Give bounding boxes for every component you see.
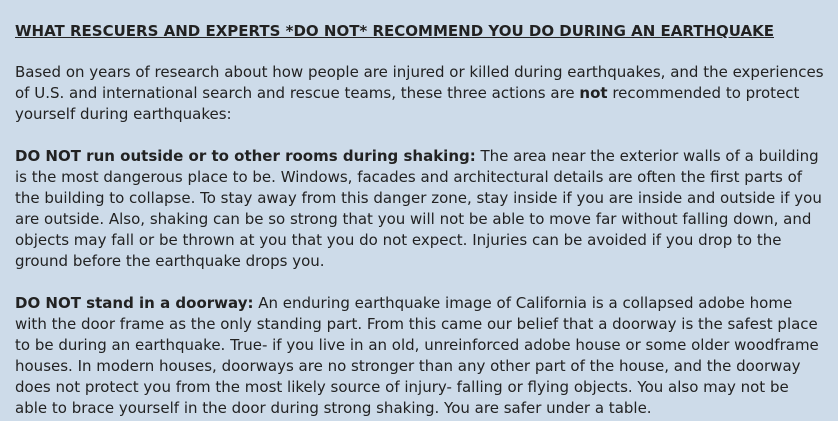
intro-text-after: recommended to protect yourself during earthquakes: [15,84,800,123]
intro-emphasis: not [579,84,608,102]
section-heading-run-outside: DO NOT run outside or to other rooms during shaking: [15,147,476,165]
section-doorway [15,293,824,419]
section-run-outside [15,146,824,272]
intro-paragraph [15,62,824,125]
intro-text-before: Based on years of research about how people are injured or killed during earthquakes, and the experiences of U.S. and international search and rescue teams, these three actions are [15,63,824,102]
section-heading-doorway: DO NOT stand in a doorway: [15,294,254,312]
document-title: WHAT RESCUERS AND EXPERTS *DO NOT* RECOMMEND YOU DO DURING AN EARTHQUAKE [15,22,774,40]
section-body-doorway: An enduring earthquake image of California is a collapsed adobe home with the door frame as the only standing part. From this came our belief that a doorway is the safest place to be during an earthquake. True- if you live in an old, unreinforced adobe house or some older woodframe houses. In modern houses, doorways are no stronger than any other part of the house, and the doorway does not protect you from the most likely source of injury- falling or flying objects. You also may not be able to brace yourself in the door during strong shaking. You are safer under a table. [15,294,819,417]
section-body-run-outside: The area near the exterior walls of a building is the most dangerous place to be. Windows, facades and architectural details are often the first parts of the building to collapse. To stay away from this danger zone, stay inside if you are inside and outside if you are outside. Also, shaking can be so strong that you will not be able to move far without falling down, and objects may fall or be thrown at you that you do not expect. Injuries can be avoided if you drop to the ground before the earthquake drops you. [15,147,822,270]
